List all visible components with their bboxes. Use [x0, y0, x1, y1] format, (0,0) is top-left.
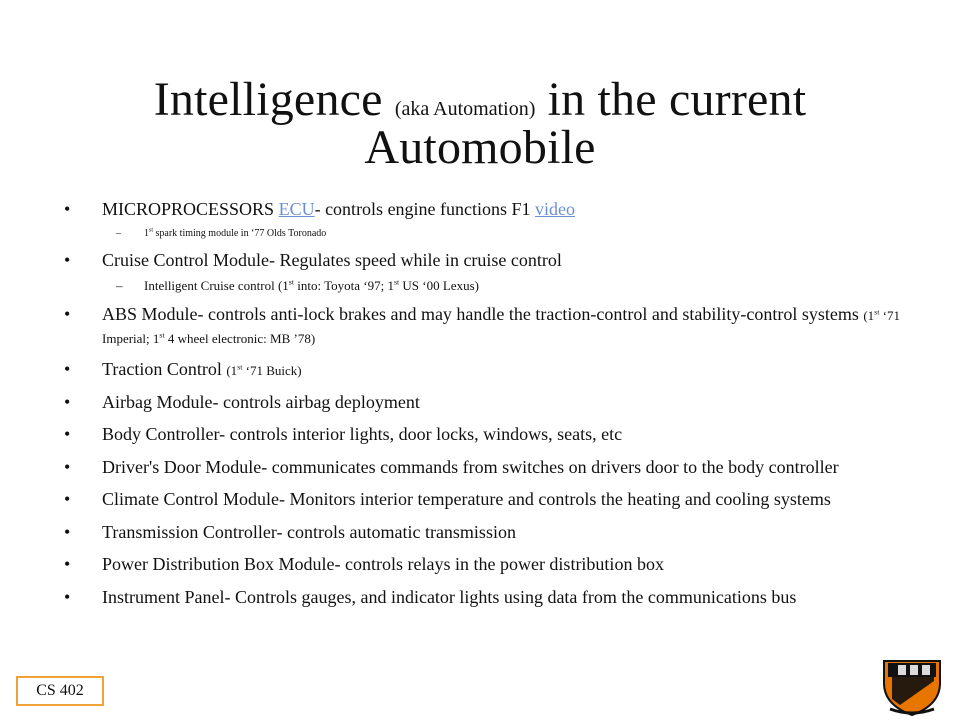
- bullet-text: - controls engine functions F1: [314, 199, 536, 219]
- superscript: st: [149, 227, 154, 234]
- princeton-shield-icon: [880, 655, 944, 717]
- bullet-list: [62, 198, 942, 618]
- bullet-drivers-door-module: [62, 456, 942, 479]
- bullet-text: Airbag Module- controls airbag deployment: [102, 391, 420, 412]
- note-text: ‘71 Imperial; 1: [102, 308, 900, 346]
- superscript: st: [393, 277, 400, 287]
- bullet-power-distribution: [62, 553, 942, 576]
- bullet-cruise-control: [62, 249, 942, 272]
- bullet-abs-module: [62, 303, 942, 348]
- bullet-traction-control: [62, 358, 942, 381]
- title-main-2: in the current Automobile: [364, 73, 807, 174]
- course-label-box: [16, 676, 104, 706]
- sub-text: 1: [144, 227, 149, 239]
- note-text: (1: [863, 308, 875, 324]
- superscript: st: [874, 307, 880, 317]
- sub-bullet-spark-timing: [62, 227, 942, 241]
- bullet-text: Cruise Control Module- Regulates speed while in cruise control: [102, 249, 562, 270]
- bullet-climate-control: [62, 488, 942, 511]
- bullet-body-controller: [62, 423, 942, 446]
- bullet-transmission-controller: [62, 521, 942, 544]
- sub-text: into: Toyota ‘97; 1: [293, 278, 394, 293]
- note-text: (1: [226, 363, 238, 379]
- bullet-microprocessors: [62, 198, 942, 221]
- bullet-instrument-panel: [62, 586, 942, 609]
- bullet-text: Instrument Panel- Controls gauges, and indicator lights using data from the communications bus: [102, 586, 797, 607]
- superscript: st: [159, 330, 165, 340]
- bullet-text: Body Controller- controls interior lights, door locks, windows, seats, etc: [102, 424, 623, 445]
- sub-text: US ‘00 Lexus): [399, 278, 479, 293]
- traction-note: [226, 363, 301, 378]
- note-text: ‘71 Buick): [242, 363, 302, 379]
- course-label: CS 402: [36, 682, 84, 699]
- bullet-text: Climate Control Module- Monitors interior temperature and controls the heating and cooling systems: [102, 489, 831, 510]
- title-main-1: Intelligence: [153, 73, 395, 126]
- bullet-text: Power Distribution Box Module- controls relays in the power distribution box: [102, 554, 664, 575]
- sub-text: spark timing module in ‘77 Olds Toronado: [153, 227, 327, 239]
- video-link[interactable]: video: [535, 199, 576, 219]
- sub-bullet-intelligent-cruise: [62, 277, 942, 295]
- bullet-text: Transmission Controller- controls automatic transmission: [102, 521, 516, 542]
- sub-text: Intelligent Cruise control (1: [144, 278, 289, 293]
- ecu-link[interactable]: ECU: [278, 199, 315, 219]
- bullet-airbag-module: [62, 391, 942, 414]
- slide-title: [60, 73, 900, 174]
- bullet-text: MICROPROCESSORS: [102, 199, 279, 219]
- bullet-text: Traction Control: [102, 359, 227, 380]
- superscript: st: [237, 362, 243, 372]
- superscript: st: [288, 277, 294, 287]
- title-parenthetical: (aka Automation): [394, 98, 536, 120]
- note-text: 4 wheel electronic: MB ’78): [164, 330, 316, 346]
- bullet-text: ABS Module- controls anti-lock brakes and may handle the traction-control and stability-control systems: [102, 304, 864, 325]
- bullet-text: Driver's Door Module- communicates commands from switches on drivers door to the body controller: [102, 456, 839, 477]
